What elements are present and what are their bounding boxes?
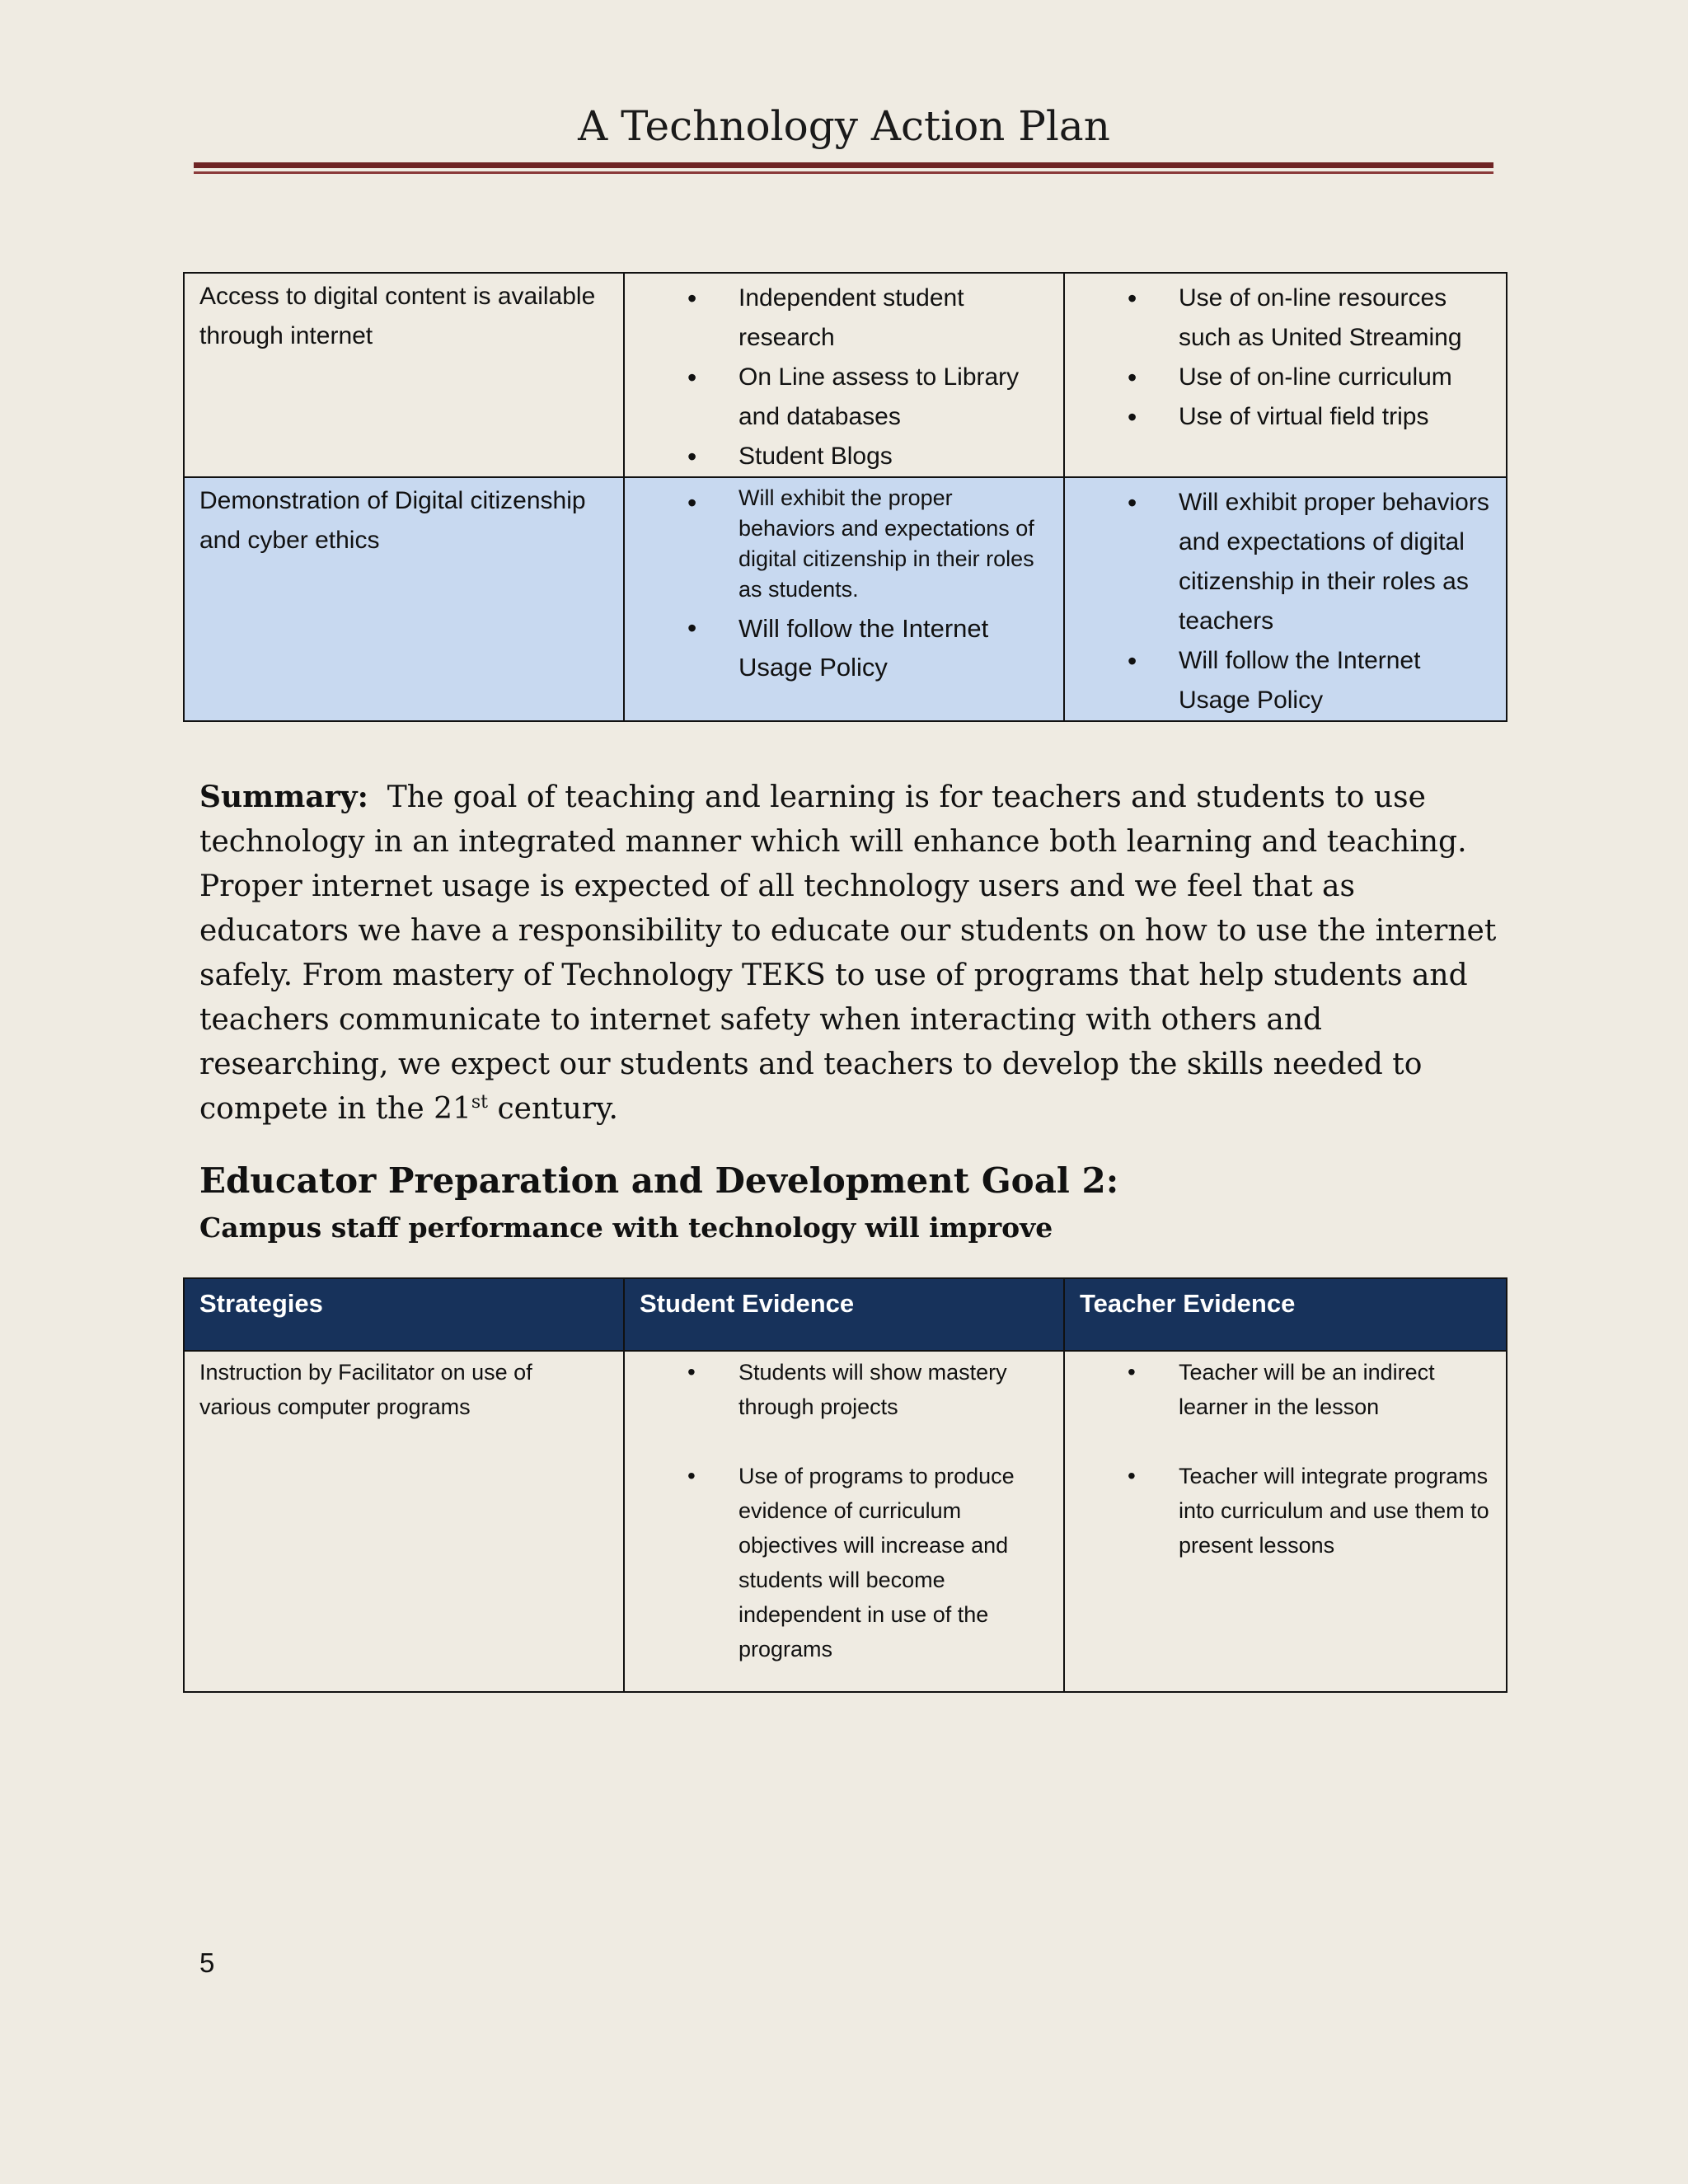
list-item: • Use of on-line curriculum <box>1065 358 1493 397</box>
goal-heading: Educator Preparation and Development Goal 2: <box>199 1160 1119 1201</box>
teacher-evidence-cell <box>1064 477 1507 721</box>
header-rule-thin <box>194 171 1493 174</box>
teacher-evidence-list <box>1065 478 1506 720</box>
teacher-evidence-cell <box>1064 1351 1507 1692</box>
student-evidence-cell <box>624 273 1064 477</box>
column-header-strategies: Strategies <box>184 1278 624 1351</box>
teacher-evidence-list <box>1065 1352 1506 1563</box>
student-evidence-cell <box>624 1351 1064 1692</box>
strategy-text: Demonstration of Digital citizenship and cyber ethics <box>199 487 586 554</box>
summary-label: Summary: <box>199 780 368 814</box>
summary-superscript: st <box>471 1092 489 1113</box>
student-evidence-list <box>625 478 1063 687</box>
student-evidence-list <box>625 1352 1063 1666</box>
student-evidence-cell <box>624 477 1064 721</box>
teacher-evidence-cell <box>1064 273 1507 477</box>
list-item: • Teacher will be an indirect learner in the lesson <box>1065 1355 1493 1424</box>
summary-text-end: century. <box>488 1092 618 1126</box>
teacher-evidence-list <box>1065 274 1506 437</box>
strategy-cell <box>184 1351 624 1692</box>
page-header-title: A Technology Action Plan <box>578 102 1110 150</box>
table-row <box>184 1351 1507 1692</box>
list-item: • On Line assess to Library and databases <box>625 358 1050 437</box>
list-item: • Independent student research <box>625 279 1050 358</box>
list-item: • Will exhibit the proper behaviors and expectations of digital citizenship in their roles as students. <box>625 483 1050 609</box>
list-item: • Use of programs to produce evidence of curriculum objectives will increase and students will become independent in use of the programs <box>625 1459 1050 1666</box>
summary-text: The goal of teaching and learning is for teachers and students to use technology in an integrated manner which will enhance both learning and teaching. Proper internet usage is expected of all technology users and we feel that as educators we have a responsibility to educate our students on how to use the internet safely. From mastery of Technology TEKS to use of programs that help students and teachers communicate to internet safety when interacting with others and researching, we expect our students and teachers to develop the skills needed to compete in the 21 <box>199 780 1497 1126</box>
summary-paragraph <box>199 775 1498 1132</box>
list-item: • Will exhibit proper behaviors and expectations of digital citizenship in their roles as teachers <box>1065 483 1493 641</box>
strategy-cell <box>184 477 624 721</box>
strategy-cell <box>184 273 624 477</box>
header-rule-thick <box>194 162 1493 168</box>
list-item: • Use of on-line resources such as United Streaming <box>1065 279 1493 358</box>
page-number: 5 <box>199 1947 215 1978</box>
list-item: • Use of virtual field trips <box>1065 397 1493 437</box>
list-item: • Student Blogs <box>625 437 1050 476</box>
column-header-student-evidence: Student Evidence <box>624 1278 1064 1351</box>
goal-2-evidence-table <box>183 1277 1507 1693</box>
student-evidence-list <box>625 274 1063 476</box>
list-item: • Will follow the Internet Usage Policy <box>625 609 1050 687</box>
strategy-text: Instruction by Facilitator on use of various computer programs <box>199 1360 532 1419</box>
strategy-text: Access to digital content is available through internet <box>199 283 596 349</box>
table-header-row <box>184 1278 1507 1351</box>
goal-1-evidence-table <box>183 272 1507 722</box>
column-header-teacher-evidence: Teacher Evidence <box>1064 1278 1507 1351</box>
list-item: • Students will show mastery through projects <box>625 1355 1050 1424</box>
goal-subheading: Campus staff performance with technology will improve <box>199 1212 1053 1244</box>
table-row <box>184 273 1507 477</box>
list-item: • Will follow the Internet Usage Policy <box>1065 641 1493 720</box>
list-item: • Teacher will integrate programs into curriculum and use them to present lessons <box>1065 1459 1493 1563</box>
table-row <box>184 477 1507 721</box>
